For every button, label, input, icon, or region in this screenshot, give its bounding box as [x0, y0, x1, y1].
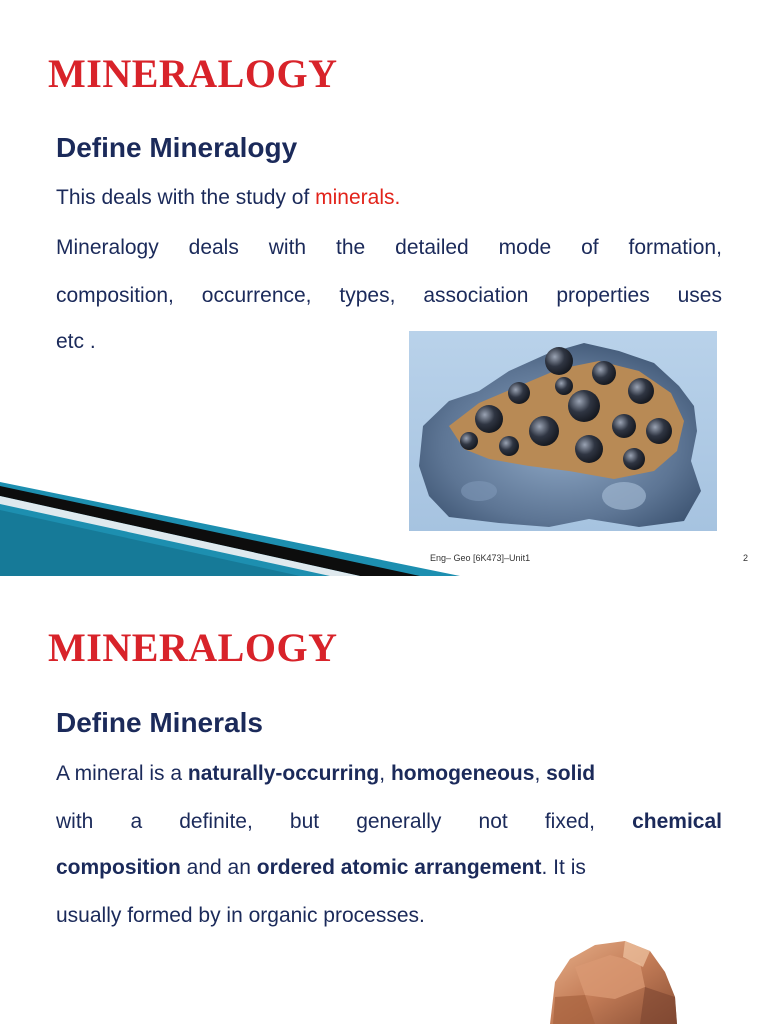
footer-page-number: 2	[743, 553, 749, 563]
paragraph-line-2	[56, 284, 722, 308]
slide-separator	[0, 576, 768, 592]
word: Mineralogy	[56, 236, 159, 259]
slide-2-heading: Define Minerals	[56, 707, 263, 738]
mineral-def-line-1	[56, 762, 595, 786]
text: and an	[180, 856, 257, 879]
mineral-def-line-3	[56, 856, 586, 880]
slide-2	[0, 592, 768, 1024]
word: not	[478, 810, 508, 833]
definition-line	[56, 186, 400, 210]
bold-term: solid	[546, 762, 596, 785]
slide-1-title: MINERALOGY	[48, 51, 338, 96]
definition-text: This deals with the study of	[56, 186, 316, 209]
footer-course: Eng– Geo [6K473]–Unit1	[430, 553, 531, 563]
word: the	[336, 236, 366, 259]
bold-term: composition	[56, 856, 181, 879]
word: properties	[556, 284, 650, 307]
text: A mineral is a	[56, 762, 188, 785]
word: formation,	[628, 236, 722, 259]
word: detailed	[395, 236, 469, 259]
word: occurrence,	[201, 284, 312, 307]
word: types,	[339, 284, 396, 307]
word: composition,	[56, 284, 174, 307]
text: . It is	[541, 856, 586, 879]
word: mode	[498, 236, 552, 259]
text: ,	[534, 762, 547, 785]
bold-term: homogeneous	[390, 762, 535, 785]
mineral-def-line-2	[56, 810, 722, 834]
paragraph-line-3: etc .	[56, 330, 96, 353]
bold-term: naturally-occurring	[187, 762, 380, 785]
word: but	[289, 810, 320, 833]
minerals-highlight: minerals.	[315, 186, 401, 209]
word: with	[268, 236, 307, 259]
mineral-def-line-4: usually formed by in organic processes.	[56, 904, 425, 927]
decorative-swoosh	[0, 470, 460, 576]
word: fixed,	[544, 810, 596, 833]
slide-1-heading: Define Mineralogy	[56, 132, 298, 163]
rock-photo	[515, 937, 680, 1024]
bold-term: chemical	[632, 810, 722, 833]
slide-2-title: MINERALOGY	[48, 625, 338, 670]
word: association	[423, 284, 529, 307]
word: with	[56, 810, 94, 833]
text: ,	[379, 762, 391, 785]
word: definite,	[179, 810, 253, 833]
word: of	[581, 236, 599, 259]
paragraph-line-1	[56, 236, 722, 260]
word: a	[130, 810, 143, 833]
word: deals	[188, 236, 239, 259]
bold-term: ordered atomic arrangement	[256, 856, 542, 879]
word: generally	[356, 810, 442, 833]
word: uses	[677, 284, 722, 307]
